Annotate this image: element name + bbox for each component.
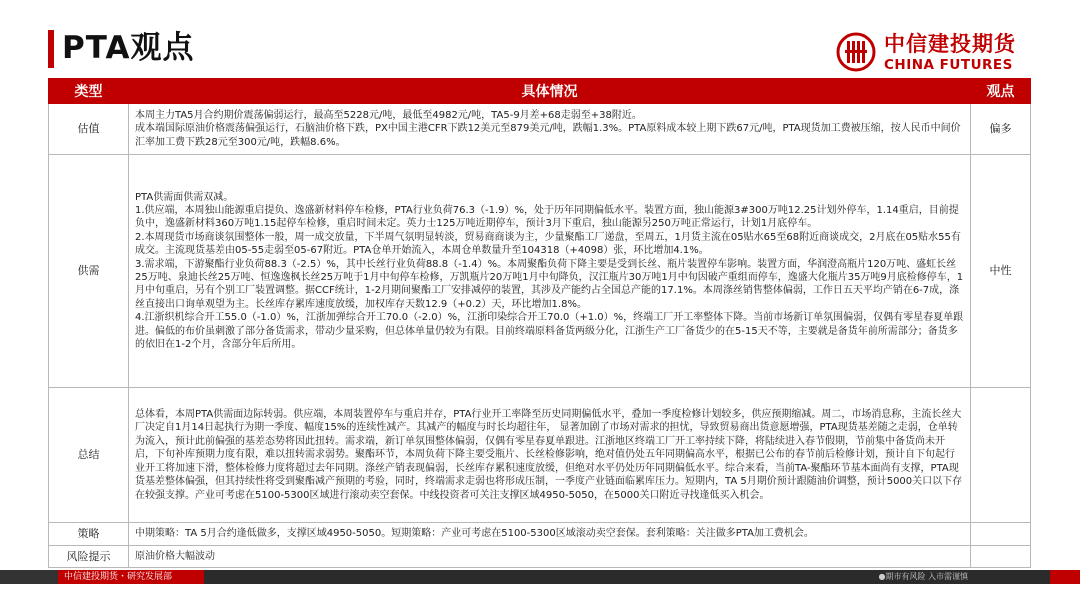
supply-demand-category: 供需 (49, 155, 129, 388)
supply-demand-line-0: PTA供需面供需双减。 (135, 191, 234, 203)
supply-demand-line-2: 2.本周现货市场商谈氛围整体一般，周一成交放量，下半周气氛明显转淡，贸易商商谈为主，少量聚酯工厂递盘，至周五，1月货主流在05贴水65至68附近商谈成交，2月底在05贴水55有成交。主流现货基差由05-55走弱至05-67附近。PTA仓单开始流入，本周仓单数量升至104318（+4098）张，环比增加4.1%。 (135, 231, 961, 257)
row-supply-demand (49, 155, 1031, 388)
pta-view-table (48, 78, 1031, 568)
supply-demand-details (129, 155, 971, 388)
risk-view (971, 546, 1031, 568)
header-details: 具体情况 (129, 79, 971, 104)
valuation-category: 估值 (49, 104, 129, 155)
header-type: 类型 (49, 79, 129, 104)
supply-demand-line-1: 1.供应端，本周独山能源重启提负、逸盛新材料停车检修，PTA行业负荷76.3（-1.9）%，处于历年同期偏低水平。装置方面，独山能源3#300万吨12.25计划外停车，1.14重启，目前提负中，逸盛新材料360万吨1.15起停车检修，重启时间未定。英力士125万吨近期停车，预计3月下重启，独山能源另250万吨正常运行，计划1月底停车。 (135, 204, 959, 230)
logo-english-name: CHINA FUTURES (884, 57, 1013, 73)
risk-details (129, 546, 971, 568)
risk-category: 风险提示 (49, 546, 129, 568)
table-header-row (49, 79, 1031, 104)
summary-category: 总结 (49, 388, 129, 523)
logo-chinese-name: 中信建投期货 (884, 32, 1016, 56)
row-strategy (49, 523, 1031, 546)
footer-dark-band (204, 570, 1050, 584)
valuation-line-1: 本周主力TA5月合约期价震荡偏弱运行，最高至5228元/吨，最低至4982元/吨，TA5-9月差+68走弱至+38附近。 (135, 109, 642, 121)
footer-risk-slogan: ●期市有风险 入市需谨慎 (878, 572, 968, 581)
row-summary (49, 388, 1031, 523)
strategy-category: 策略 (49, 523, 129, 546)
supply-demand-line-4: 4.江浙织机综合开工55.0（-1.0）%，江浙加弹综合开工70.0（-2.0）%，江浙印染综合开工70.0（+1.0）%，终端工厂开工率整体下降。当前市场新订单氛围偏弱，仅偶有零星春夏单跟进。偏低的布价虽刺激了部分备货需求，带动少量采购，但总体单量仍较为有限。目前终端原料备货两级分化，江浙生产工厂备货少的在5-15天不等，主要就是备货年前所需部分；备货多的依旧在1-2个月，含部分年后所用。 (135, 312, 964, 351)
footer-left-block (0, 570, 58, 584)
page-title: PTA观点 (62, 30, 195, 66)
row-valuation (49, 104, 1031, 155)
citic-logo-icon (836, 32, 876, 72)
strategy-view (971, 523, 1031, 546)
footer-right-accent (1050, 570, 1080, 584)
valuation-details (129, 104, 971, 155)
strategy-text: 中期策略：TA 5月合约逢低做多，支撑区域4950-5050。短期策略：产业可考虑在5100-5300区域滚动卖空套保。套利策略：关注做多PTA加工费机会。 (135, 528, 814, 540)
header-view: 观点 (971, 79, 1031, 104)
supply-demand-view: 中性 (971, 155, 1031, 388)
title-accent-bar (48, 30, 54, 68)
summary-view (971, 388, 1031, 523)
supply-demand-line-3: 3.需求端，下游聚酯行业负荷88.3（-2.5）%，其中长丝行业负荷88.8（-1.4）%。本周聚酯负荷下降主要是受到长丝、瓶片装置停车影响。装置方面，华润澄高瓶片120万吨、盛虹长丝25万吨、泉迪长丝25万吨、恒逸逸枫长丝25万吨于1月中旬停车检修，万凯瓶片20万吨1月中旬降负，汉江瓶片30万吨1月中旬因破产重组而停车，逸盛大化瓶片35万吨9月底检修停车，1月中旬重启，另有个别工厂装置调整。据CCF统计，1-2月期间聚酯工厂安排减停的装置，其涉及产能约占全国总产能的17.1%。本周涤丝销售整体偏弱，工作日五天平均产销在6-7成，涤丝直接出口询单观望为主。长丝库存累库速度放缓，加权库存天数12.9（+0.2）天，环比增加1.8%。 (135, 258, 964, 310)
strategy-details (129, 523, 971, 546)
footer-bar (0, 570, 1080, 584)
row-risk (49, 546, 1031, 568)
summary-details (129, 388, 971, 523)
valuation-view: 偏多 (971, 104, 1031, 155)
summary-text: 总体看，本周PTA供需面边际转弱。供应端，本周装置停车与重启并存，PTA行业开工率降至历史同期偏低水平，叠加一季度检修计划较多，供应预期缩减。周二，市场消息称，主流长丝大厂决定自1月14日起执行为期一季度、幅度15%的连续性减产。其减产的幅度与时长均超往年， 显著加剧了市场对需求的担忧，导致贸易商出货意愿增强，PTA现货基差随之走弱，仓单转为流入，预计此前偏强的基差态势将因此扭转。需求端，新订单氛围整体偏弱，仅偶有零星春夏单跟进。江浙地区终端工厂开工率持续下降，将陆续进入春节假期，节前集中备货尚未开启，下旬补库预期力度有限，难以扭转需求弱势。聚酯环节，本周负荷下降主要受瓶片、长丝检修影响，绝对值仍处五年同期偏高水平，根据已公布的春节前后检修计划，预计自下旬起行业开工将加速下滑，整体检修力度将超过去年同期。涤丝产销表现偏弱，长丝库存累积速度放缓，但绝对水平仍处历年同期偏低水平。综合来看，当前TA-聚酯环节基本面尚有支撑，PTA现货基差整体偏强，但其持续性将受到聚酯减产预期的考验，同时，终端需求走弱也将形成压制，一季度产业链面临累库压力。短期内，TA 5月期价预计跟随油价调整，预计5000关口以下存在较强支撑。产业可考虑在5100-5300区域进行滚动卖空套保。中线投资者可关注支撑区域4950-5050，在5000关口附近寻找逢低买入机会。 (135, 409, 963, 501)
footer-department-label: 中信建投期货・研究发展部 (58, 570, 204, 584)
valuation-line-2: 成本端国际原油价格震荡偏强运行，石脑油价格下跌，PX中国主港CFR下跌12美元至879美元/吨，跌幅1.3%。PTA原料成本较上期下跌67元/吨，PTA现货加工费被压缩，按人民币中间价汇率加工费下跌28元至300元/吨，跌幅8.6%。 (135, 123, 961, 148)
title-bar (48, 26, 648, 70)
company-logo (836, 32, 1036, 76)
risk-text: 原油价格大幅波动 (135, 550, 215, 562)
